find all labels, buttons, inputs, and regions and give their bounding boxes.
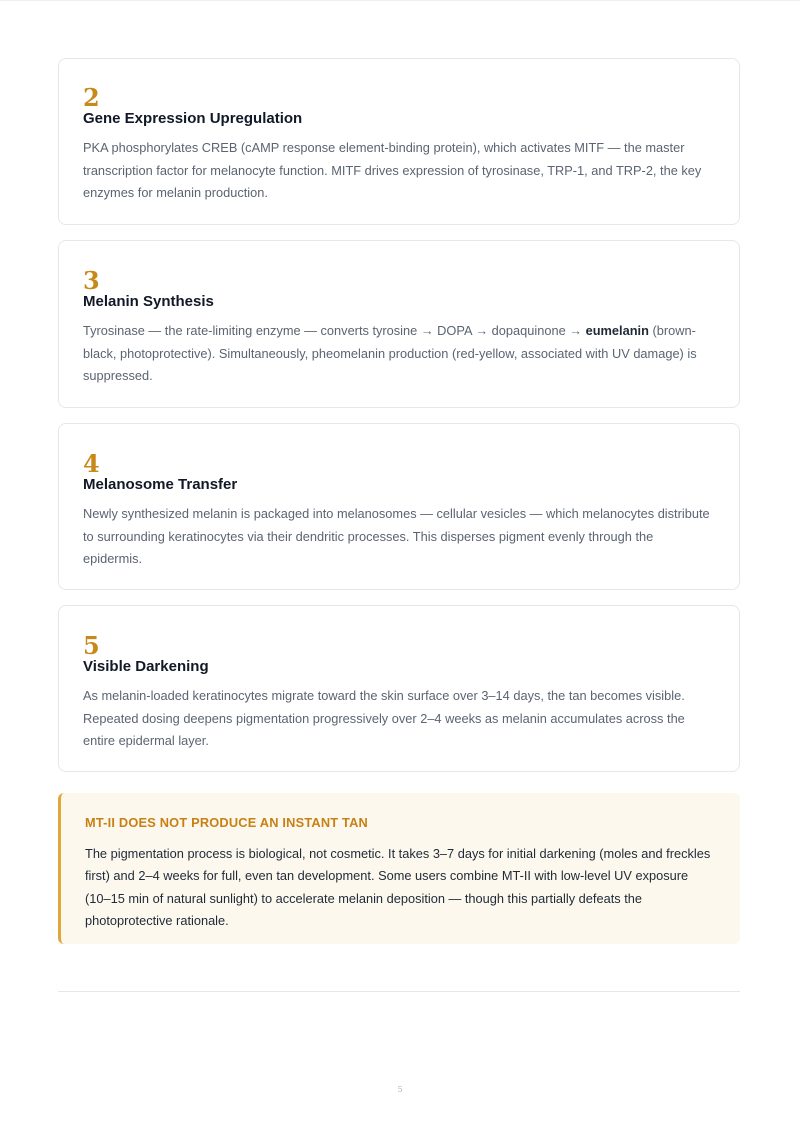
step-title: Melanin Synthesis xyxy=(83,293,214,310)
bottom-divider xyxy=(58,991,740,992)
step-body-text: Tyrosinase — the rate-limiting enzyme — converts tyrosine → DOPA → dopaquinone → xyxy=(83,323,586,338)
step-title: Visible Darkening xyxy=(83,658,209,675)
step-number: 2 xyxy=(83,83,100,112)
callout-title: MT-II DOES NOT PRODUCE AN INSTANT TAN xyxy=(85,815,369,830)
step-number: 5 xyxy=(83,631,100,660)
step-card-3 xyxy=(58,240,740,408)
step-body-text: (brown-black, photoprotective). Simultaneously, pheomelanin production (red-yellow, associated with UV damage) is suppressed. xyxy=(83,323,697,383)
warning-callout xyxy=(58,793,740,944)
step-number: 4 xyxy=(83,449,100,478)
step-body: PKA phosphorylates CREB (cAMP response element-binding protein), which activates MITF — the master transcription factor for melanocyte function. MITF drives expression of tyrosinase, TRP-1, and TRP-2, the key enzymes for melanin production. xyxy=(83,140,702,200)
step-body-emphasis: eumelanin xyxy=(585,323,649,338)
step-body: Newly synthesized melanin is packaged into melanosomes — cellular vesicles — which melanocytes distribute to surrounding keratinocytes via their dendritic processes. This disperses pigment evenly through the epidermis. xyxy=(83,506,710,566)
step-title: Gene Expression Upregulation xyxy=(83,110,303,127)
top-divider xyxy=(0,0,800,1)
page-number: 5 xyxy=(397,1085,403,1094)
step-body xyxy=(83,320,715,388)
step-title: Melanosome Transfer xyxy=(83,476,238,493)
step-card-2 xyxy=(58,58,740,225)
step-number: 3 xyxy=(83,266,100,295)
step-card-5 xyxy=(58,605,740,772)
step-body: As melanin-loaded keratinocytes migrate toward the skin surface over 3–14 days, the tan becomes visible. Repeated dosing deepens pigmentation progressively over 2–4 weeks as melanin accumulates across the entire epidermal layer. xyxy=(83,688,685,748)
callout-body: The pigmentation process is biological, not cosmetic. It takes 3–7 days for initial darkening (moles and freckles first) and 2–4 weeks for full, even tan development. Some users combine MT-II with low-level UV exposure (10–15 min of natural sunlight) to accelerate melanin deposition — though this partially defeats the photoprotective rationale. xyxy=(85,846,711,928)
step-card-4 xyxy=(58,423,740,590)
